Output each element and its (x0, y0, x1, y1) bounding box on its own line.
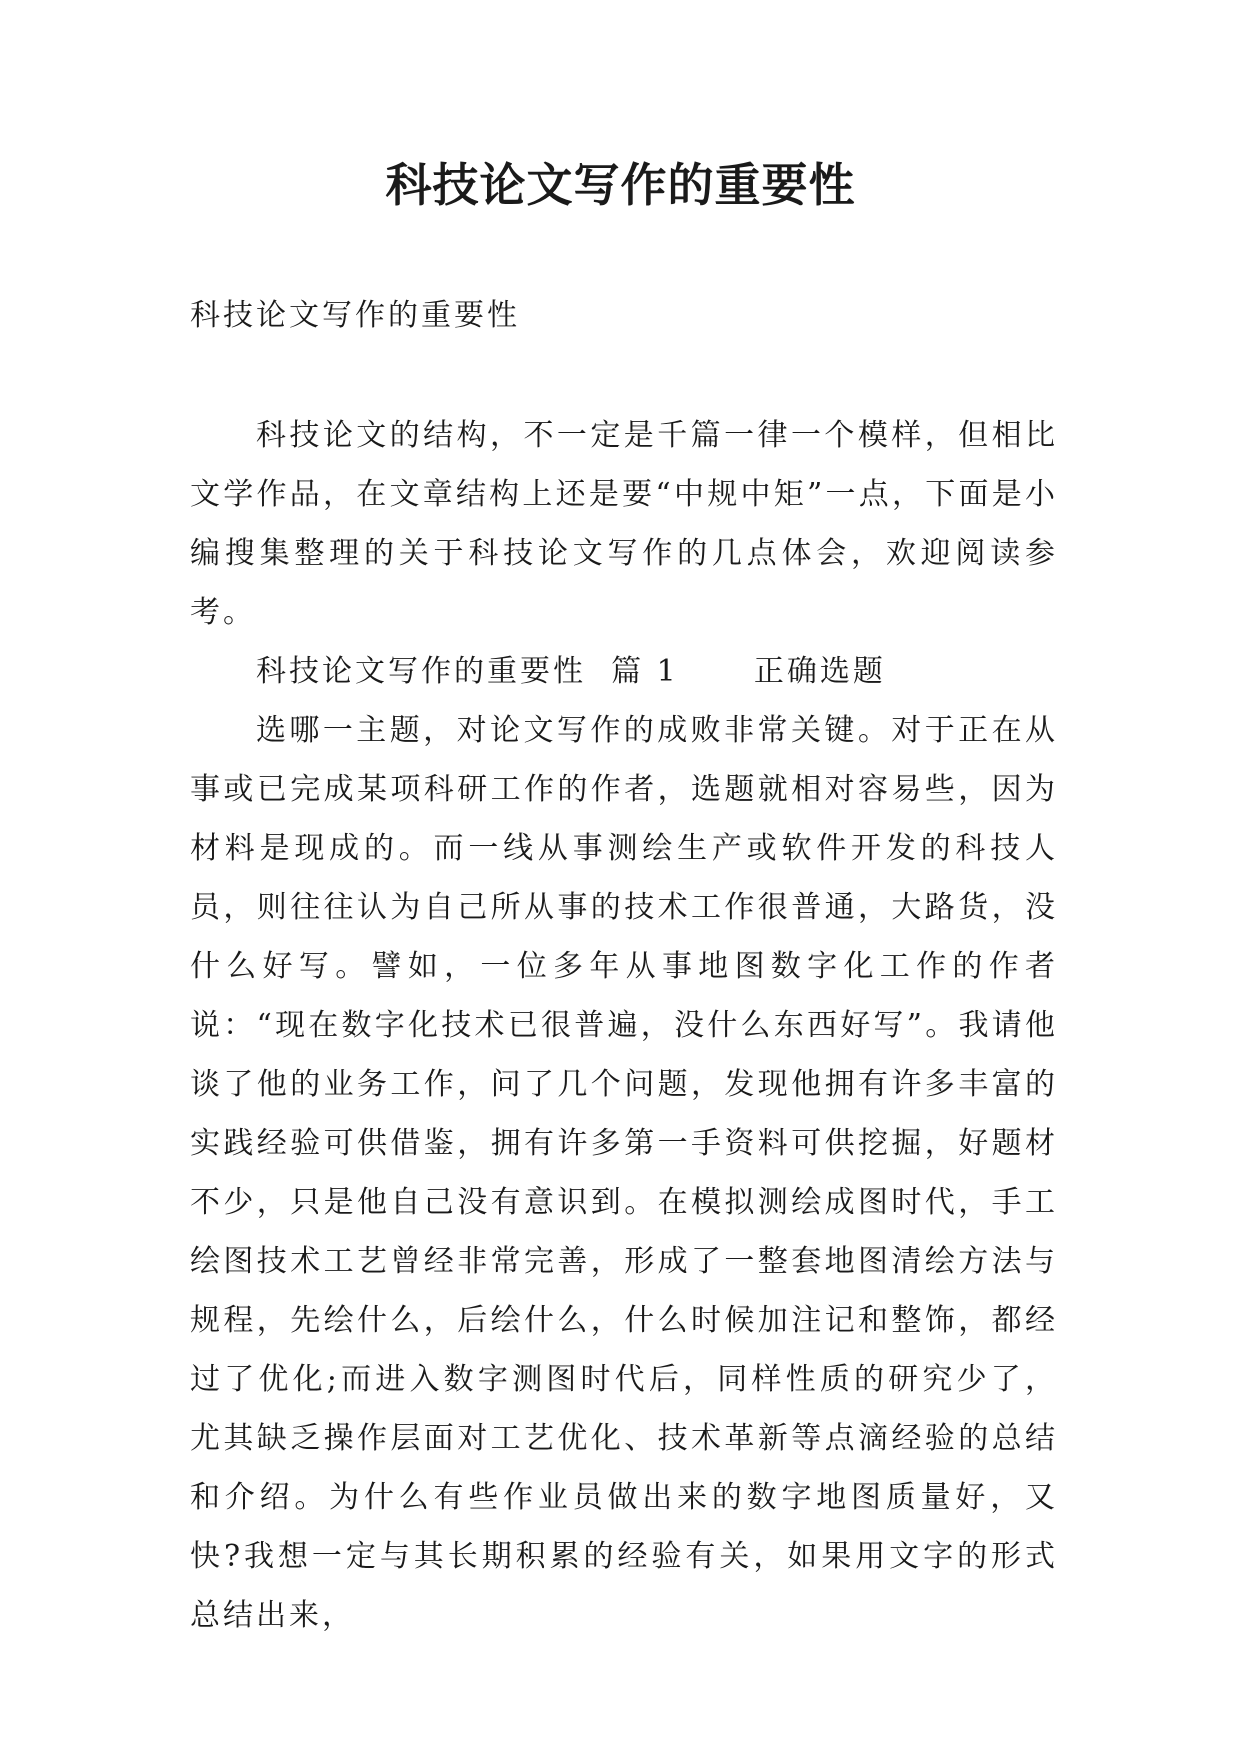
document-body (190, 406, 1058, 1645)
body-paragraph: 选哪一主题，对论文写作的成败非常关键。对于正在从事或已完成某项科研工作的作者，选题就相对容易些，因为材料是现成的。而一线从事测绘生产或软件开发的科技人员，则往往认为自己所从事的技术工作很普通，大路货，没什么好写。譬如，一位多年从事地图数字化工作的作者说：“现在数字化技术已很普遍，没什么东西好写”。我请他谈了他的业务工作，问了几个问题，发现他拥有许多丰富的实践经验可供借鉴，拥有许多第一手资料可供挖掘，好题材不少，只是他自己没有意识到。在模拟测绘成图时代，手工绘图技术工艺曾经非常完善，形成了一整套地图清绘方法与规程，先绘什么，后绘什么，什么时候加注记和整饰，都经过了优化;而进入数字测图时代后，同样性质的研究少了，尤其缺乏操作层面对工艺优化、技术革新等点滴经验的总结和介绍。为什么有些作业员做出来的数字地图质量好，又快?我想一定与其长期积累的经验有关，如果用文字的形式总结出来， (190, 713, 1058, 1633)
intro-paragraph: 科技论文的结构，不一定是千篇一律一个模样，但相比文学作品，在文章结构上还是要“中规中矩”一点，下面是小编搜集整理的关于科技论文写作的几点体会，欢迎阅读参考。 (190, 418, 1058, 630)
section-heading: 科技论文写作的重要性 篇 1 正确选题 (256, 654, 886, 689)
document-title: 科技论文写作的重要性 (385, 158, 856, 212)
document-subtitle: 科技论文写作的重要性 (190, 298, 520, 333)
